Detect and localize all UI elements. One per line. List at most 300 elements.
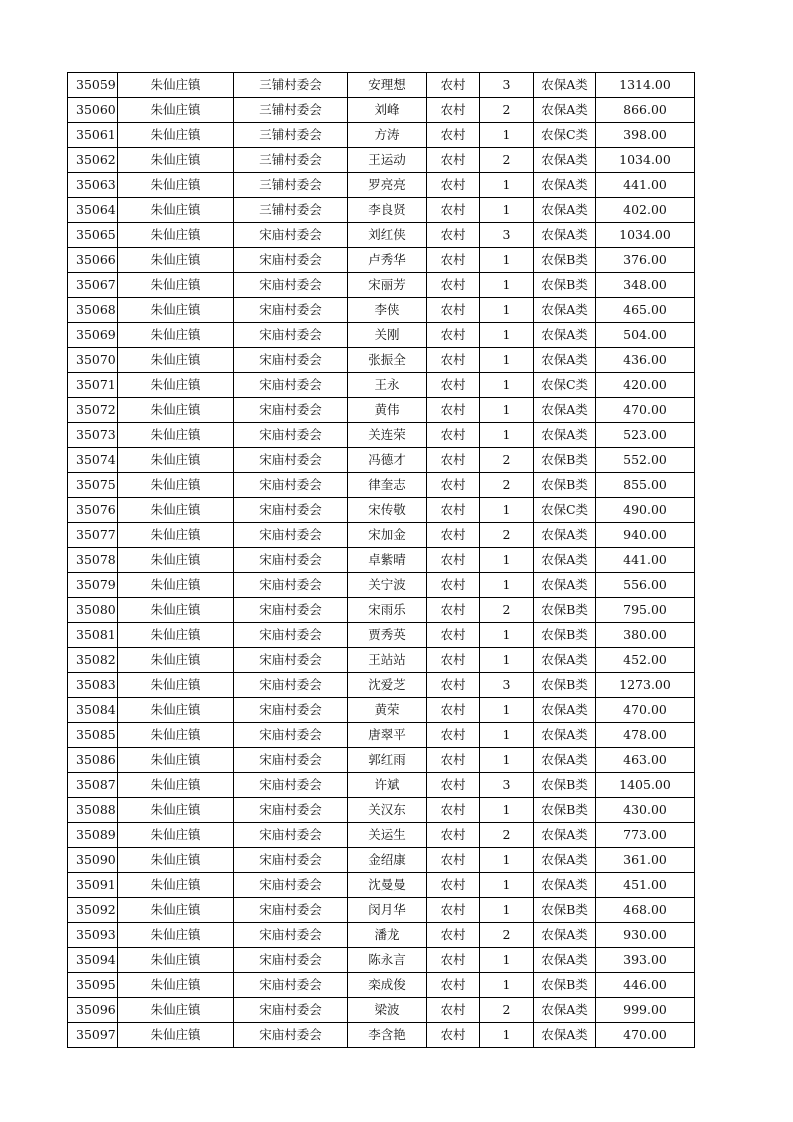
area-type-cell: 农村 [427, 698, 480, 723]
table-row [68, 698, 695, 723]
person-name-cell: 冯德才 [348, 448, 427, 473]
amount-cell: 451.00 [596, 873, 695, 898]
insurance-type-cell: 农保A类 [534, 948, 596, 973]
village-committee-cell: 宋庙村委会 [234, 648, 348, 673]
amount-cell: 1405.00 [596, 773, 695, 798]
amount-cell: 430.00 [596, 798, 695, 823]
record-id-cell: 35061 [68, 123, 118, 148]
record-id-cell: 35091 [68, 873, 118, 898]
record-id-cell: 35097 [68, 1023, 118, 1048]
table-row [68, 148, 695, 173]
subsidy-table [67, 72, 695, 1048]
area-type-cell: 农村 [427, 773, 480, 798]
table-row [68, 223, 695, 248]
area-type-cell: 农村 [427, 1023, 480, 1048]
household-count-cell: 1 [480, 1023, 534, 1048]
amount-cell: 463.00 [596, 748, 695, 773]
amount-cell: 393.00 [596, 948, 695, 973]
town-cell: 朱仙庄镇 [118, 273, 234, 298]
town-cell: 朱仙庄镇 [118, 373, 234, 398]
insurance-type-cell: 农保B类 [534, 973, 596, 998]
person-name-cell: 王永 [348, 373, 427, 398]
person-name-cell: 方涛 [348, 123, 427, 148]
area-type-cell: 农村 [427, 523, 480, 548]
table-row [68, 873, 695, 898]
household-count-cell: 1 [480, 873, 534, 898]
household-count-cell: 2 [480, 98, 534, 123]
village-committee-cell: 宋庙村委会 [234, 398, 348, 423]
amount-cell: 441.00 [596, 548, 695, 573]
household-count-cell: 1 [480, 648, 534, 673]
record-id-cell: 35065 [68, 223, 118, 248]
household-count-cell: 1 [480, 948, 534, 973]
household-count-cell: 1 [480, 698, 534, 723]
household-count-cell: 1 [480, 173, 534, 198]
household-count-cell: 2 [480, 823, 534, 848]
amount-cell: 773.00 [596, 823, 695, 848]
amount-cell: 402.00 [596, 198, 695, 223]
table-row [68, 348, 695, 373]
amount-cell: 795.00 [596, 598, 695, 623]
household-count-cell: 1 [480, 273, 534, 298]
town-cell: 朱仙庄镇 [118, 348, 234, 373]
household-count-cell: 1 [480, 298, 534, 323]
area-type-cell: 农村 [427, 998, 480, 1023]
record-id-cell: 35063 [68, 173, 118, 198]
village-committee-cell: 宋庙村委会 [234, 248, 348, 273]
household-count-cell: 1 [480, 748, 534, 773]
area-type-cell: 农村 [427, 73, 480, 98]
record-id-cell: 35084 [68, 698, 118, 723]
table-body [68, 73, 695, 1048]
person-name-cell: 刘峰 [348, 98, 427, 123]
village-committee-cell: 宋庙村委会 [234, 673, 348, 698]
person-name-cell: 宋传敬 [348, 498, 427, 523]
person-name-cell: 王运动 [348, 148, 427, 173]
insurance-type-cell: 农保B类 [534, 598, 596, 623]
area-type-cell: 农村 [427, 198, 480, 223]
household-count-cell: 2 [480, 523, 534, 548]
amount-cell: 441.00 [596, 173, 695, 198]
town-cell: 朱仙庄镇 [118, 648, 234, 673]
table-row [68, 573, 695, 598]
village-committee-cell: 宋庙村委会 [234, 848, 348, 873]
person-name-cell: 卢秀华 [348, 248, 427, 273]
insurance-type-cell: 农保B类 [534, 798, 596, 823]
town-cell: 朱仙庄镇 [118, 698, 234, 723]
area-type-cell: 农村 [427, 123, 480, 148]
record-id-cell: 35074 [68, 448, 118, 473]
village-committee-cell: 三铺村委会 [234, 173, 348, 198]
household-count-cell: 3 [480, 673, 534, 698]
household-count-cell: 3 [480, 773, 534, 798]
area-type-cell: 农村 [427, 848, 480, 873]
area-type-cell: 农村 [427, 423, 480, 448]
table-row [68, 73, 695, 98]
town-cell: 朱仙庄镇 [118, 398, 234, 423]
record-id-cell: 35096 [68, 998, 118, 1023]
person-name-cell: 栾成俊 [348, 973, 427, 998]
household-count-cell: 2 [480, 148, 534, 173]
table-row [68, 823, 695, 848]
town-cell: 朱仙庄镇 [118, 248, 234, 273]
amount-cell: 523.00 [596, 423, 695, 448]
insurance-type-cell: 农保A类 [534, 698, 596, 723]
household-count-cell: 1 [480, 573, 534, 598]
insurance-type-cell: 农保B类 [534, 898, 596, 923]
person-name-cell: 贾秀英 [348, 623, 427, 648]
town-cell: 朱仙庄镇 [118, 898, 234, 923]
village-committee-cell: 宋庙村委会 [234, 823, 348, 848]
amount-cell: 380.00 [596, 623, 695, 648]
town-cell: 朱仙庄镇 [118, 73, 234, 98]
insurance-type-cell: 农保A类 [534, 648, 596, 673]
village-committee-cell: 宋庙村委会 [234, 298, 348, 323]
household-count-cell: 2 [480, 448, 534, 473]
area-type-cell: 农村 [427, 548, 480, 573]
town-cell: 朱仙庄镇 [118, 823, 234, 848]
village-committee-cell: 宋庙村委会 [234, 598, 348, 623]
table-row [68, 98, 695, 123]
insurance-type-cell: 农保A类 [534, 998, 596, 1023]
insurance-type-cell: 农保A类 [534, 298, 596, 323]
amount-cell: 1034.00 [596, 223, 695, 248]
town-cell: 朱仙庄镇 [118, 123, 234, 148]
insurance-type-cell: 农保B类 [534, 773, 596, 798]
town-cell: 朱仙庄镇 [118, 948, 234, 973]
record-id-cell: 35090 [68, 848, 118, 873]
area-type-cell: 农村 [427, 398, 480, 423]
record-id-cell: 35067 [68, 273, 118, 298]
person-name-cell: 律奎志 [348, 473, 427, 498]
area-type-cell: 农村 [427, 98, 480, 123]
area-type-cell: 农村 [427, 823, 480, 848]
insurance-type-cell: 农保B类 [534, 673, 596, 698]
record-id-cell: 35064 [68, 198, 118, 223]
household-count-cell: 1 [480, 423, 534, 448]
table-row [68, 448, 695, 473]
town-cell: 朱仙庄镇 [118, 598, 234, 623]
person-name-cell: 关运生 [348, 823, 427, 848]
village-committee-cell: 宋庙村委会 [234, 348, 348, 373]
person-name-cell: 李含艳 [348, 1023, 427, 1048]
person-name-cell: 梁波 [348, 998, 427, 1023]
insurance-type-cell: 农保A类 [534, 523, 596, 548]
person-name-cell: 宋丽芳 [348, 273, 427, 298]
town-cell: 朱仙庄镇 [118, 423, 234, 448]
person-name-cell: 卓紫晴 [348, 548, 427, 573]
amount-cell: 420.00 [596, 373, 695, 398]
insurance-type-cell: 农保A类 [534, 148, 596, 173]
person-name-cell: 潘龙 [348, 923, 427, 948]
household-count-cell: 1 [480, 248, 534, 273]
village-committee-cell: 宋庙村委会 [234, 748, 348, 773]
village-committee-cell: 宋庙村委会 [234, 798, 348, 823]
village-committee-cell: 宋庙村委会 [234, 873, 348, 898]
insurance-type-cell: 农保A类 [534, 548, 596, 573]
village-committee-cell: 三铺村委会 [234, 123, 348, 148]
insurance-type-cell: 农保A类 [534, 723, 596, 748]
town-cell: 朱仙庄镇 [118, 723, 234, 748]
person-name-cell: 关连荣 [348, 423, 427, 448]
person-name-cell: 沈曼曼 [348, 873, 427, 898]
area-type-cell: 农村 [427, 748, 480, 773]
area-type-cell: 农村 [427, 173, 480, 198]
village-committee-cell: 宋庙村委会 [234, 473, 348, 498]
area-type-cell: 农村 [427, 873, 480, 898]
amount-cell: 436.00 [596, 348, 695, 373]
household-count-cell: 2 [480, 998, 534, 1023]
table-row [68, 723, 695, 748]
table-row [68, 948, 695, 973]
town-cell: 朱仙庄镇 [118, 773, 234, 798]
area-type-cell: 农村 [427, 448, 480, 473]
insurance-type-cell: 农保A类 [534, 1023, 596, 1048]
town-cell: 朱仙庄镇 [118, 873, 234, 898]
amount-cell: 478.00 [596, 723, 695, 748]
table-row [68, 923, 695, 948]
amount-cell: 376.00 [596, 248, 695, 273]
village-committee-cell: 宋庙村委会 [234, 898, 348, 923]
table-row [68, 673, 695, 698]
insurance-type-cell: 农保B类 [534, 273, 596, 298]
household-count-cell: 1 [480, 398, 534, 423]
table-row [68, 748, 695, 773]
village-committee-cell: 宋庙村委会 [234, 223, 348, 248]
table-row [68, 548, 695, 573]
table-row [68, 498, 695, 523]
record-id-cell: 35069 [68, 323, 118, 348]
village-committee-cell: 宋庙村委会 [234, 923, 348, 948]
table-row [68, 798, 695, 823]
town-cell: 朱仙庄镇 [118, 448, 234, 473]
village-committee-cell: 宋庙村委会 [234, 698, 348, 723]
table-row [68, 373, 695, 398]
record-id-cell: 35075 [68, 473, 118, 498]
record-id-cell: 35087 [68, 773, 118, 798]
town-cell: 朱仙庄镇 [118, 923, 234, 948]
amount-cell: 470.00 [596, 1023, 695, 1048]
town-cell: 朱仙庄镇 [118, 223, 234, 248]
area-type-cell: 农村 [427, 498, 480, 523]
town-cell: 朱仙庄镇 [118, 98, 234, 123]
household-count-cell: 2 [480, 923, 534, 948]
person-name-cell: 郭红雨 [348, 748, 427, 773]
record-id-cell: 35077 [68, 523, 118, 548]
area-type-cell: 农村 [427, 298, 480, 323]
town-cell: 朱仙庄镇 [118, 498, 234, 523]
insurance-type-cell: 农保C类 [534, 498, 596, 523]
amount-cell: 1314.00 [596, 73, 695, 98]
household-count-cell: 3 [480, 223, 534, 248]
person-name-cell: 宋雨乐 [348, 598, 427, 623]
record-id-cell: 35068 [68, 298, 118, 323]
household-count-cell: 1 [480, 123, 534, 148]
record-id-cell: 35078 [68, 548, 118, 573]
person-name-cell: 黄荣 [348, 698, 427, 723]
village-committee-cell: 宋庙村委会 [234, 273, 348, 298]
household-count-cell: 1 [480, 348, 534, 373]
household-count-cell: 1 [480, 323, 534, 348]
record-id-cell: 35060 [68, 98, 118, 123]
amount-cell: 940.00 [596, 523, 695, 548]
amount-cell: 930.00 [596, 923, 695, 948]
village-committee-cell: 宋庙村委会 [234, 423, 348, 448]
village-committee-cell: 宋庙村委会 [234, 573, 348, 598]
amount-cell: 361.00 [596, 848, 695, 873]
town-cell: 朱仙庄镇 [118, 148, 234, 173]
area-type-cell: 农村 [427, 573, 480, 598]
person-name-cell: 宋加金 [348, 523, 427, 548]
household-count-cell: 1 [480, 548, 534, 573]
town-cell: 朱仙庄镇 [118, 748, 234, 773]
village-committee-cell: 宋庙村委会 [234, 498, 348, 523]
area-type-cell: 农村 [427, 223, 480, 248]
household-count-cell: 1 [480, 798, 534, 823]
village-committee-cell: 宋庙村委会 [234, 323, 348, 348]
household-count-cell: 2 [480, 473, 534, 498]
person-name-cell: 张振全 [348, 348, 427, 373]
area-type-cell: 农村 [427, 348, 480, 373]
village-committee-cell: 宋庙村委会 [234, 973, 348, 998]
insurance-type-cell: 农保B类 [534, 448, 596, 473]
person-name-cell: 沈爱芝 [348, 673, 427, 698]
person-name-cell: 罗亮亮 [348, 173, 427, 198]
area-type-cell: 农村 [427, 248, 480, 273]
record-id-cell: 35081 [68, 623, 118, 648]
area-type-cell: 农村 [427, 723, 480, 748]
insurance-type-cell: 农保C类 [534, 123, 596, 148]
amount-cell: 999.00 [596, 998, 695, 1023]
area-type-cell: 农村 [427, 273, 480, 298]
amount-cell: 348.00 [596, 273, 695, 298]
record-id-cell: 35066 [68, 248, 118, 273]
insurance-type-cell: 农保B类 [534, 248, 596, 273]
record-id-cell: 35089 [68, 823, 118, 848]
town-cell: 朱仙庄镇 [118, 298, 234, 323]
town-cell: 朱仙庄镇 [118, 623, 234, 648]
person-name-cell: 金绍康 [348, 848, 427, 873]
insurance-type-cell: 农保A类 [534, 923, 596, 948]
village-committee-cell: 三铺村委会 [234, 198, 348, 223]
insurance-type-cell: 农保A类 [534, 348, 596, 373]
record-id-cell: 35073 [68, 423, 118, 448]
person-name-cell: 关汉东 [348, 798, 427, 823]
insurance-type-cell: 农保A类 [534, 398, 596, 423]
village-committee-cell: 宋庙村委会 [234, 448, 348, 473]
amount-cell: 452.00 [596, 648, 695, 673]
table-row [68, 848, 695, 873]
person-name-cell: 王站站 [348, 648, 427, 673]
record-id-cell: 35082 [68, 648, 118, 673]
village-committee-cell: 宋庙村委会 [234, 1023, 348, 1048]
record-id-cell: 35059 [68, 73, 118, 98]
household-count-cell: 1 [480, 973, 534, 998]
record-id-cell: 35092 [68, 898, 118, 923]
table-row [68, 973, 695, 998]
village-committee-cell: 宋庙村委会 [234, 548, 348, 573]
person-name-cell: 关宁波 [348, 573, 427, 598]
insurance-type-cell: 农保A类 [534, 98, 596, 123]
insurance-type-cell: 农保A类 [534, 198, 596, 223]
insurance-type-cell: 农保B类 [534, 623, 596, 648]
insurance-type-cell: 农保B类 [534, 473, 596, 498]
record-id-cell: 35079 [68, 573, 118, 598]
village-committee-cell: 三铺村委会 [234, 73, 348, 98]
town-cell: 朱仙庄镇 [118, 1023, 234, 1048]
area-type-cell: 农村 [427, 648, 480, 673]
table-row [68, 398, 695, 423]
insurance-type-cell: 农保A类 [534, 323, 596, 348]
household-count-cell: 1 [480, 498, 534, 523]
household-count-cell: 3 [480, 73, 534, 98]
area-type-cell: 农村 [427, 598, 480, 623]
village-committee-cell: 宋庙村委会 [234, 773, 348, 798]
area-type-cell: 农村 [427, 323, 480, 348]
insurance-type-cell: 农保A类 [534, 423, 596, 448]
record-id-cell: 35088 [68, 798, 118, 823]
town-cell: 朱仙庄镇 [118, 198, 234, 223]
record-id-cell: 35083 [68, 673, 118, 698]
area-type-cell: 农村 [427, 148, 480, 173]
person-name-cell: 黄伟 [348, 398, 427, 423]
record-id-cell: 35095 [68, 973, 118, 998]
household-count-cell: 1 [480, 848, 534, 873]
area-type-cell: 农村 [427, 923, 480, 948]
area-type-cell: 农村 [427, 623, 480, 648]
household-count-cell: 2 [480, 598, 534, 623]
amount-cell: 465.00 [596, 298, 695, 323]
village-committee-cell: 宋庙村委会 [234, 948, 348, 973]
person-name-cell: 陈永言 [348, 948, 427, 973]
table-row [68, 623, 695, 648]
area-type-cell: 农村 [427, 473, 480, 498]
insurance-type-cell: 农保A类 [534, 573, 596, 598]
village-committee-cell: 宋庙村委会 [234, 723, 348, 748]
table-row [68, 523, 695, 548]
amount-cell: 1273.00 [596, 673, 695, 698]
table-row [68, 198, 695, 223]
table-row [68, 598, 695, 623]
table-row [68, 173, 695, 198]
amount-cell: 1034.00 [596, 148, 695, 173]
town-cell: 朱仙庄镇 [118, 848, 234, 873]
area-type-cell: 农村 [427, 373, 480, 398]
village-committee-cell: 宋庙村委会 [234, 523, 348, 548]
record-id-cell: 35080 [68, 598, 118, 623]
record-id-cell: 35071 [68, 373, 118, 398]
table-row [68, 423, 695, 448]
record-id-cell: 35076 [68, 498, 118, 523]
person-name-cell: 李侠 [348, 298, 427, 323]
table-row [68, 473, 695, 498]
record-id-cell: 35093 [68, 923, 118, 948]
table-row [68, 248, 695, 273]
amount-cell: 446.00 [596, 973, 695, 998]
area-type-cell: 农村 [427, 798, 480, 823]
table-row [68, 273, 695, 298]
insurance-type-cell: 农保C类 [534, 373, 596, 398]
town-cell: 朱仙庄镇 [118, 523, 234, 548]
amount-cell: 468.00 [596, 898, 695, 923]
record-id-cell: 35062 [68, 148, 118, 173]
record-id-cell: 35094 [68, 948, 118, 973]
table-row [68, 123, 695, 148]
area-type-cell: 农村 [427, 948, 480, 973]
area-type-cell: 农村 [427, 898, 480, 923]
insurance-type-cell: 农保A类 [534, 873, 596, 898]
person-name-cell: 刘红侠 [348, 223, 427, 248]
